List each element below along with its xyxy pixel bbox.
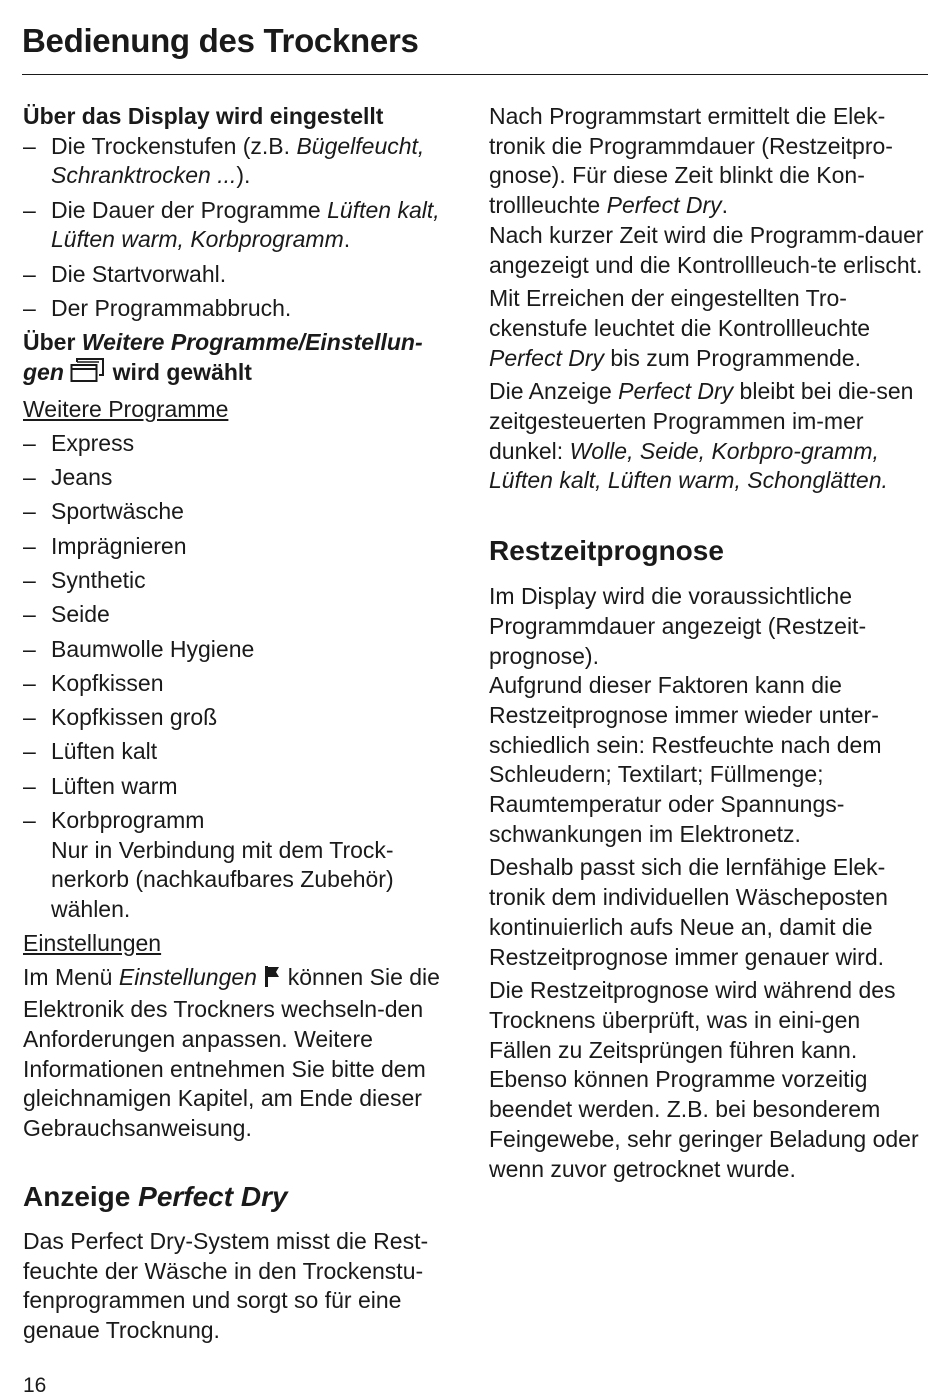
more-programs-label: Weitere Programme	[23, 396, 229, 423]
list-item: – Imprägnieren	[23, 532, 463, 562]
list-item: – Seide	[23, 600, 463, 630]
list-item: – Korbprogramm Nur in Verbindung mit dem Trock-nerkorb (nachkaufbares Zubehör) wählen.	[23, 806, 463, 925]
display-settings-list	[23, 132, 463, 324]
display-heading: Über das Display wird eingestellt	[23, 103, 384, 129]
list-item: – Sportwäsche	[23, 497, 463, 527]
title-divider	[22, 74, 928, 75]
paragraph: Die Anzeige Perfect Dry bleibt bei die-sen zeitgesteuerten Programmen im-mer dunkel: Wolle, Seide, Korbpro-gramm, Lüften kalt, Lüften warm, Schonglätten.	[489, 378, 914, 494]
list-item: – Baumwolle Hygiene	[23, 635, 463, 665]
more-programs-heading: Über Weitere Programme/Einstellun-gen wird gewählt	[23, 328, 463, 391]
paragraph: Die Restzeitprognose wird während des Trocknens überprüft, was in eini-gen Fällen zu Zeitsprüngen führen kann. Ebenso können Programme vorzeitig beendet werden. Z.B. bei besonderem Feingewebe, sehr geringer Beladung oder wenn zuvor getrocknet wurde.	[489, 977, 919, 1182]
programs-list	[23, 429, 463, 925]
list-item: – Express	[23, 429, 463, 459]
flag-icon	[263, 964, 281, 996]
list-item: – Kopfkissen	[23, 669, 463, 699]
list-item: – Jeans	[23, 463, 463, 493]
list-item: – Kopfkissen groß	[23, 703, 463, 733]
list-item: – Die Trockenstufen (z.B. Bügelfeucht, Schranktrocken ...).	[23, 132, 463, 191]
paragraph: Mit Erreichen der eingestellten Tro-ckenstufe leuchtet die Kontrollleuchte Perfect Dry bis zum Programmende.	[489, 285, 871, 371]
paragraph: Deshalb passt sich die lernfähige Elek-tronik dem individuellen Wäscheposten kontinuierlich aufs Neue an, damit die Restzeitprognose immer genauer wird.	[489, 854, 888, 970]
settings-label: Einstellungen	[23, 929, 162, 956]
paragraph: Im Display wird die voraussichtliche Programmdauer angezeigt (Restzeit-prognose). Aufgrund dieser Faktoren kann die Restzeitprognose immer wieder unter-schiedlich sein: Restfeuchte nach dem Schleudern; Textilart; Füllmenge; Raumtemperatur oder Spannungs-schwankungen im Elektronetz.	[489, 583, 882, 847]
perfect-dry-heading: Anzeige Perfect Dry	[23, 1180, 288, 1212]
paragraph: Nach Programmstart ermittelt die Elek-tronik die Programmdauer (Restzeitpro-gnose). Für diese Zeit blinkt die Kon-trollleuchte Perfect Dry. Nach kurzer Zeit wird die Programm-dauer angezeigt und die Kontrollleuch-te erlischt.	[489, 103, 924, 278]
korb-note: Nur in Verbindung mit dem Trock-nerkorb (nachkaufbares Zubehör) wählen.	[51, 836, 394, 923]
stacked-windows-icon	[70, 357, 106, 391]
list-item: – Der Programmabbruch.	[23, 294, 463, 324]
right-column	[489, 102, 929, 1184]
list-item: – Die Startvorwahl.	[23, 260, 463, 290]
list-item: – Lüften warm	[23, 772, 463, 802]
page-number: 16	[23, 1374, 47, 1397]
left-column	[23, 102, 463, 1346]
settings-paragraph: Im Menü Einstellungen können Sie die Elektronik des Trockners wechseln-den Anforderungen anpassen. Weitere Informationen entnehmen Sie bitte dem gleichnamigen Kapitel, am Ende dieser Gebrauchsanweisung.	[23, 963, 440, 1142]
perfect-dry-paragraph: Das Perfect Dry-System misst die Rest-feuchte der Wäsche in den Trockenstu-fenprogrammen und sorgt so für eine genaue Trocknung.	[23, 1227, 429, 1343]
restzeit-heading: Restzeitprognose	[489, 535, 724, 567]
page-title: Bedienung des Trockners	[22, 22, 419, 59]
list-item: – Synthetic	[23, 566, 463, 596]
list-item: – Lüften kalt	[23, 737, 463, 767]
list-item: – Die Dauer der Programme Lüften kalt, Lüften warm, Korbprogramm.	[23, 196, 463, 255]
